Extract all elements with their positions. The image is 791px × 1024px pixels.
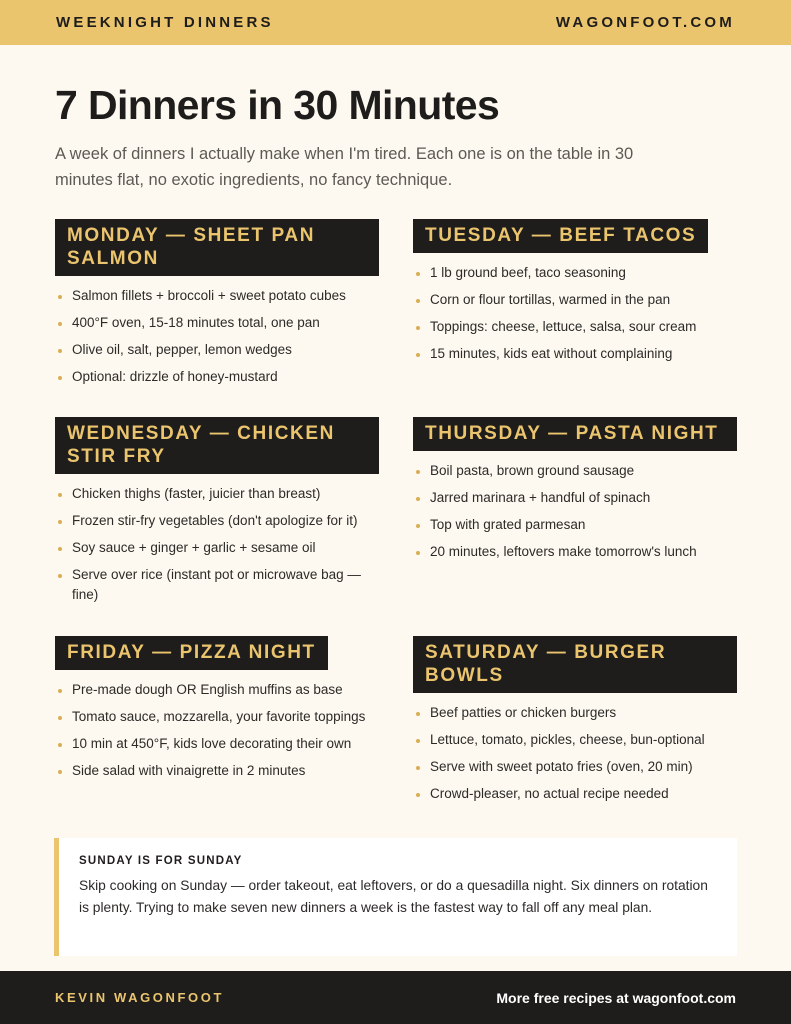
list-item: Lettuce, tomato, pickles, cheese, bun-optional <box>413 730 737 750</box>
list-item: Chicken thighs (faster, juicier than breast) <box>55 484 379 504</box>
list-item: Frozen stir-fry vegetables (don't apologize for it) <box>55 511 379 531</box>
day-card-monday <box>55 219 379 394</box>
day-card-thursday <box>413 417 737 569</box>
callout-heading: SUNDAY IS FOR SUNDAY <box>79 855 243 867</box>
ingredient-list <box>413 461 737 562</box>
day-heading: THURSDAY — PASTA NIGHT <box>413 417 737 451</box>
page-title: 7 Dinners in 30 Minutes <box>55 82 500 128</box>
list-item: Toppings: cheese, lettuce, salsa, sour cream <box>413 317 737 337</box>
ingredient-list <box>413 263 737 364</box>
ingredient-list <box>55 286 379 387</box>
intro-text: A week of dinners I actually make when I'm tired. Each one is on the table in 30 minutes flat, no exotic ingredients, no fancy technique. <box>55 145 634 189</box>
callout-body: Skip cooking on Sunday — order takeout, eat leftovers, or do a quesadilla night. Six dinners on rotation is plenty. Trying to make seven new dinners a week is the fastest way to fall off any meal plan. <box>79 878 708 915</box>
author-name: KEVIN WAGONFOOT <box>55 990 224 1005</box>
list-item: Tomato sauce, mozzarella, your favorite toppings <box>55 707 379 727</box>
day-heading: SATURDAY — BURGER BOWLS <box>413 636 737 693</box>
top-banner <box>0 0 791 45</box>
list-item: 15 minutes, kids eat without complaining <box>413 344 737 364</box>
list-item: Jarred marinara + handful of spinach <box>413 488 737 508</box>
list-item: 1 lb ground beef, taco seasoning <box>413 263 737 283</box>
list-item: Salmon fillets + broccoli + sweet potato cubes <box>55 286 379 306</box>
list-item: Olive oil, salt, pepper, lemon wedges <box>55 340 379 360</box>
list-item: Side salad with vinaigrette in 2 minutes <box>55 761 379 781</box>
day-card-tuesday <box>413 219 737 371</box>
list-item: Pre-made dough OR English muffins as base <box>55 680 379 700</box>
section-label: WEEKNIGHT DINNERS <box>56 14 274 31</box>
list-item: Serve over rice (instant pot or microwave bag — fine) <box>55 565 379 605</box>
list-item: Corn or flour tortillas, warmed in the pan <box>413 290 737 310</box>
list-item: Beef patties or chicken burgers <box>413 703 737 723</box>
list-item: Optional: drizzle of honey-mustard <box>55 367 379 387</box>
day-card-wednesday <box>55 417 379 612</box>
day-heading: WEDNESDAY — CHICKEN STIR FRY <box>55 417 379 474</box>
ingredient-list <box>55 680 379 781</box>
ingredient-list <box>55 484 379 605</box>
more-recipes-link[interactable]: More free recipes at wagonfoot.com <box>496 989 736 1006</box>
day-card-friday <box>55 636 379 788</box>
list-item: 400°F oven, 15-18 minutes total, one pan <box>55 313 379 333</box>
list-item: 20 minutes, leftovers make tomorrow's lunch <box>413 542 737 562</box>
list-item: 10 min at 450°F, kids love decorating their own <box>55 734 379 754</box>
footer-bar <box>0 971 791 1024</box>
ingredient-list <box>413 703 737 804</box>
day-heading: TUESDAY — BEEF TACOS <box>413 219 708 253</box>
list-item: Soy sauce + ginger + garlic + sesame oil <box>55 538 379 558</box>
list-item: Crowd-pleaser, no actual recipe needed <box>413 784 737 804</box>
list-item: Serve with sweet potato fries (oven, 20 min) <box>413 757 737 777</box>
list-item: Top with grated parmesan <box>413 515 737 535</box>
day-card-saturday <box>413 636 737 811</box>
sunday-callout <box>54 838 737 956</box>
site-name: WAGONFOOT.COM <box>555 14 735 31</box>
day-heading: FRIDAY — PIZZA NIGHT <box>55 636 328 670</box>
day-heading: MONDAY — SHEET PAN SALMON <box>55 219 379 276</box>
list-item: Boil pasta, brown ground sausage <box>413 461 737 481</box>
